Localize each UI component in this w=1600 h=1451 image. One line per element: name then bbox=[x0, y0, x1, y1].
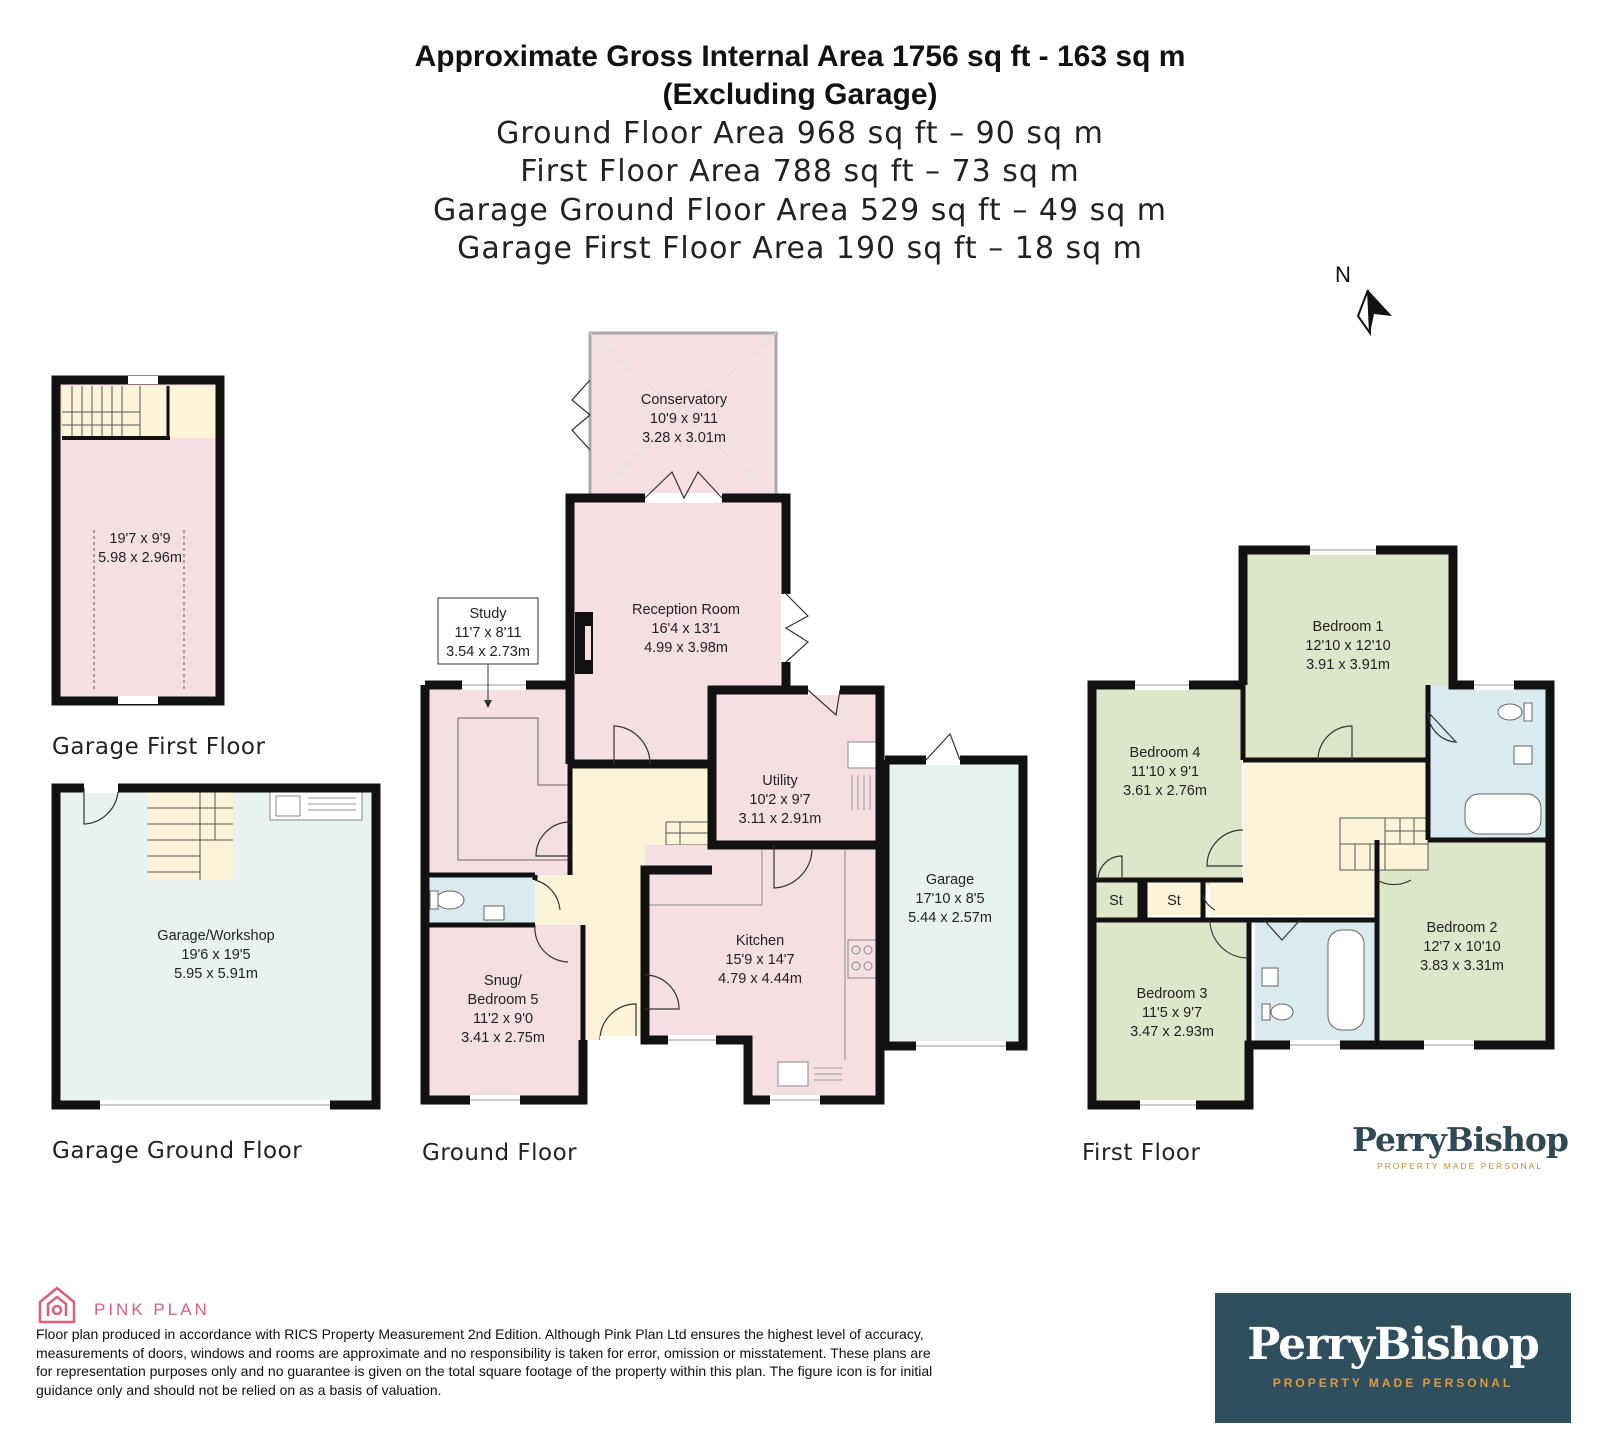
snug-imperial: 11'2 x 9'0 bbox=[472, 1011, 534, 1027]
pinkplan-logo-icon bbox=[40, 1288, 74, 1322]
snug-name-line2: Bedroom 5 bbox=[467, 992, 539, 1008]
garage-loft-metric: 5.98 x 2.96m bbox=[98, 550, 182, 566]
garage-first-floor-plan bbox=[56, 376, 220, 704]
bedroom1-imperial: 12'10 x 12'10 bbox=[1305, 638, 1391, 654]
conservatory-metric: 3.28 x 3.01m bbox=[642, 430, 726, 446]
bedroom4-name: Bedroom 4 bbox=[1129, 745, 1201, 761]
kitchen-name: Kitchen bbox=[735, 933, 785, 949]
perrybishop-logo-box bbox=[1215, 1293, 1571, 1423]
north-arrow-icon bbox=[1335, 262, 1392, 333]
reception-metric: 4.99 x 3.98m bbox=[644, 640, 728, 656]
garage-workshop-metric: 5.95 x 5.91m bbox=[174, 966, 258, 982]
garage-ground-floor-area: Garage Ground Floor Area 529 sq ft – 49 sq m bbox=[432, 193, 1168, 228]
bedroom2-imperial: 12'7 x 10'10 bbox=[1423, 939, 1501, 955]
garage-workshop-name: Garage/Workshop bbox=[157, 928, 275, 944]
bedroom1-name: Bedroom 1 bbox=[1312, 619, 1384, 635]
first-floor-area: First Floor Area 788 sq ft – 73 sq m bbox=[520, 154, 1080, 189]
snug-name-line1: Snug/ bbox=[484, 973, 522, 989]
bedroom1-metric: 3.91 x 3.91m bbox=[1306, 657, 1390, 673]
kitchen-metric: 4.79 x 4.44m bbox=[718, 971, 802, 987]
pinkplan-brand: PINK PLAN bbox=[94, 1300, 210, 1319]
bedroom3-metric: 3.47 x 2.93m bbox=[1130, 1024, 1214, 1040]
bedroom2-name: Bedroom 2 bbox=[1426, 920, 1498, 936]
utility-name: Utility bbox=[762, 773, 798, 789]
ground-floor-plan bbox=[425, 333, 1023, 1105]
garage-loft-imperial: 19'7 x 9'9 bbox=[109, 531, 171, 547]
utility-metric: 3.11 x 2.91m bbox=[738, 811, 822, 827]
perrybishop-logo-small bbox=[1340, 1120, 1580, 1171]
bedroom4-metric: 3.61 x 2.76m bbox=[1123, 783, 1207, 799]
store-label-2: St bbox=[1167, 893, 1181, 909]
garage-metric: 5.44 x 2.57m bbox=[908, 910, 992, 926]
perrybishop-tagline-large: PROPERTY MADE PERSONAL bbox=[1272, 1376, 1514, 1390]
ground-floor-label: Ground Floor bbox=[422, 1140, 578, 1166]
garage-ground-floor-label: Garage Ground Floor bbox=[52, 1138, 303, 1164]
bedroom2-metric: 3.83 x 3.31m bbox=[1420, 958, 1504, 974]
garage-first-floor-label: Garage First Floor bbox=[52, 734, 266, 760]
area-title: Approximate Gross Internal Area 1756 sq ft - 163 sq m bbox=[414, 40, 1186, 73]
garage-name: Garage bbox=[925, 872, 975, 888]
conservatory-name: Conservatory bbox=[640, 392, 728, 408]
store-label-1: St bbox=[1109, 893, 1123, 909]
perrybishop-name-large: PerryBishop bbox=[1247, 1319, 1539, 1370]
bedroom4-imperial: 11'10 x 9'1 bbox=[1130, 764, 1200, 780]
bedroom3-imperial: 11'5 x 9'7 bbox=[1141, 1005, 1203, 1021]
first-floor-label: First Floor bbox=[1082, 1140, 1201, 1166]
area-subtitle: (Excluding Garage) bbox=[662, 78, 938, 111]
perrybishop-name-small: PerryBishop bbox=[1352, 1120, 1568, 1159]
garage-imperial: 17'10 x 8'5 bbox=[915, 891, 985, 907]
bedroom3-name: Bedroom 3 bbox=[1136, 986, 1208, 1002]
study-name: Study bbox=[469, 606, 507, 622]
garage-workshop-imperial: 19'6 x 19'5 bbox=[181, 947, 251, 963]
perrybishop-tagline-small: PROPERTY MADE PERSONAL bbox=[1376, 1161, 1544, 1171]
snug-metric: 3.41 x 2.75m bbox=[461, 1030, 545, 1046]
ground-floor-area: Ground Floor Area 968 sq ft – 90 sq m bbox=[496, 116, 1104, 151]
utility-imperial: 10'2 x 9'7 bbox=[749, 792, 811, 808]
disclaimer-text: Floor plan produced in accordance with RICS Property Measurement 2nd Edition. Although Pink Plan Ltd ensures the highest level of accuracy, measurements of doors, windows and rooms are approximate and no responsibility is taken for error, omission or misstatement. These plans are for representation purposes only and no guarantee is given on the total square footage of the property within this plan. The figure icon is for initial guidance only and should not be relied on as a basis of valuation. bbox=[36, 1326, 933, 1398]
garage-ground-floor-plan bbox=[56, 783, 376, 1110]
garage-first-floor-area: Garage First Floor Area 190 sq ft – 18 sq m bbox=[457, 231, 1143, 266]
reception-imperial: 16'4 x 13'1 bbox=[651, 621, 721, 637]
study-imperial: 11'7 x 8'11 bbox=[454, 625, 522, 641]
first-floor-plan bbox=[1092, 545, 1550, 1110]
conservatory-imperial: 10'9 x 9'11 bbox=[649, 411, 719, 427]
study-metric: 3.54 x 2.73m bbox=[446, 644, 530, 660]
north-label: N bbox=[1335, 262, 1351, 287]
reception-name: Reception Room bbox=[632, 602, 740, 618]
kitchen-imperial: 15'9 x 14'7 bbox=[725, 952, 795, 968]
